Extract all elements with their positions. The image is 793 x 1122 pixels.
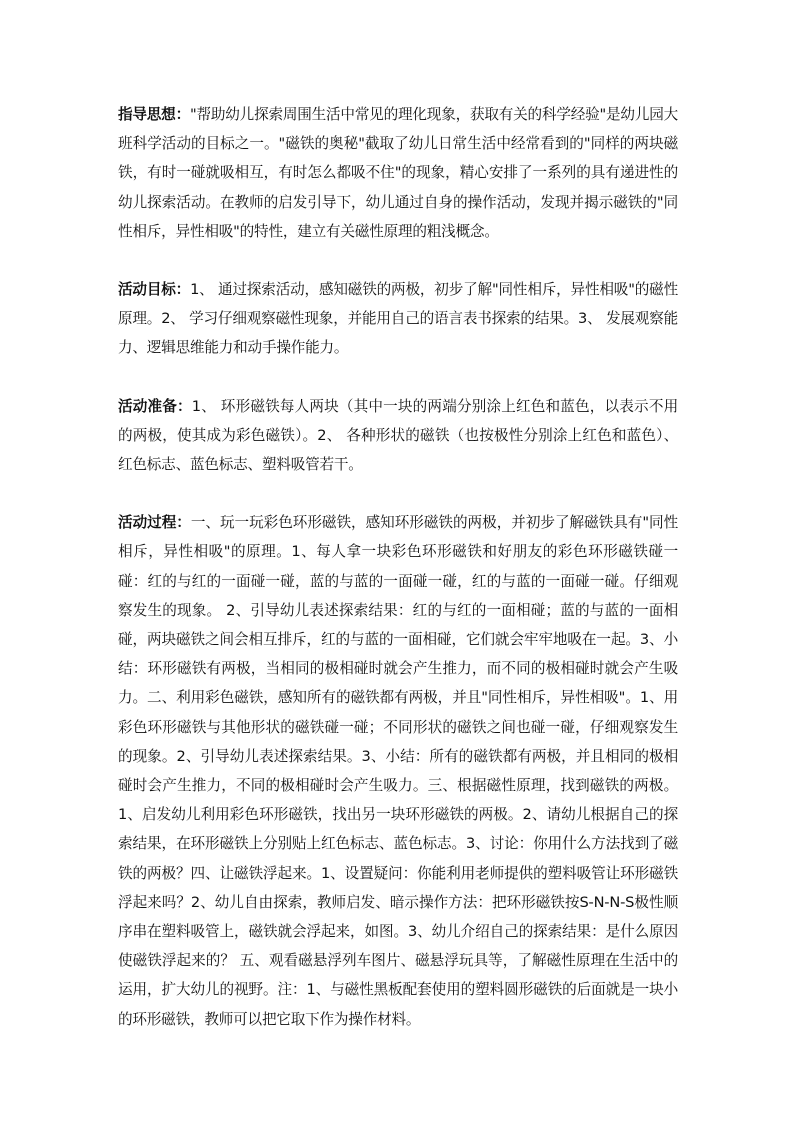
- section-text: 一、玩一玩彩色环形磁铁，感知环形磁铁的两极，并初步了解磁铁具有"同性相斥，异性相吸"的原理。1、每人拿一块彩色环形磁铁和好朋友的彩色环形磁铁碰一碰：红的与红的一面碰一碰，蓝的与蓝的一面碰一碰，红的与蓝的一面碰一碰。仔细观察发生的现象。 2、引导幼儿表述探索结果：红的与红的一面相碰；蓝的与蓝的一面相碰，两块磁铁之间会相互排斥，红的与蓝的一面相碰，它们就会牢牢地吸在一起。3、小结：环形磁铁有两极，当相同的极相碰时就会产生推力，而不同的极相碰时就会产生吸力。二、利用彩色磁铁，感知所有的磁铁都有两极，并且"同性相斥，异性相吸"。1、用彩色环形磁铁与其他形状的磁铁碰一碰；不同形状的磁铁之间也碰一碰，仔细观察发生的现象。2、引导幼儿表述探索结果。3、小结：所有的磁铁都有两极，并且相同的极相碰时会产生推力，不同的极相碰时会产生吸力。三、根据磁性原理，找到磁铁的两极。1、启发幼儿利用彩色环形磁铁，找出另一块环形磁铁的两极。2、请幼儿根据自己的探索结果，在环形磁铁上分别贴上红色标志、蓝色标志。3、讨论：你用什么方法找到了磁铁的两极？四、让磁铁浮起来。1、设置疑问：你能利用老师提供的塑料吸管让环形磁铁浮起来吗？2、幼儿自由探索，教师启发、暗示操作方法：把环形磁铁按S-N-N-S极性顺序串在塑料吸管上，磁铁就会浮起来，如图。3、幼儿介绍自己的探索结果：是什么原因使磁铁浮起来的？ 五、观看磁悬浮列车图片、磁悬浮玩具等，了解磁性原理在生活中的运用，扩大幼儿的视野。注：1、与磁性黑板配套使用的塑料圆形磁铁的后面就是一块小的环形磁铁，教师可以把它取下作为操作材料。: [118, 514, 678, 1028]
- section-label: 活动准备：: [118, 397, 192, 415]
- document-body: [118, 100, 678, 1063]
- section-guiding-idea: [118, 100, 678, 246]
- section-text: 1、 环形磁铁每人两块（其中一块的两端分别涂上红色和蓝色，以表示不用的两极，使其成为彩色磁铁）。2、 各种形状的磁铁（也按极性分别涂上红色和蓝色）、红色标志、蓝色标志、塑料吸管若干。: [118, 397, 678, 474]
- section-activity-process: [118, 508, 678, 1034]
- section-text: "帮助幼儿探索周围生活中常见的理化现象，获取有关的科学经验"是幼儿园大班科学活动的目标之一。"磁铁的奥秘"截取了幼儿日常生活中经常看到的"同样的两块磁铁，有时一碰就吸相互，有时怎么都吸不住"的现象，精心安排了一系列的具有递进性的幼儿探索活动。在教师的启发引导下，幼儿通过自身的操作活动，发现并揭示磁铁的"同性相斥，异性相吸"的特性，建立有关磁性原理的粗浅概念。: [118, 106, 679, 240]
- section-label: 活动目标：: [118, 281, 191, 299]
- section-activity-preparation: [118, 392, 678, 480]
- section-label: 指导思想：: [118, 106, 190, 123]
- section-text: 1、 通过探索活动，感知磁铁的两极，初步了解"同性相斥，异性相吸"的磁性原理。2、 学习仔细观察磁性现象，并能用自己的语言表书探索的结果。3、 发展观察能力、逻辑思维能力和动手操作能力。: [118, 281, 678, 357]
- section-label: 活动过程：: [118, 514, 191, 532]
- section-activity-goals: [118, 275, 678, 363]
